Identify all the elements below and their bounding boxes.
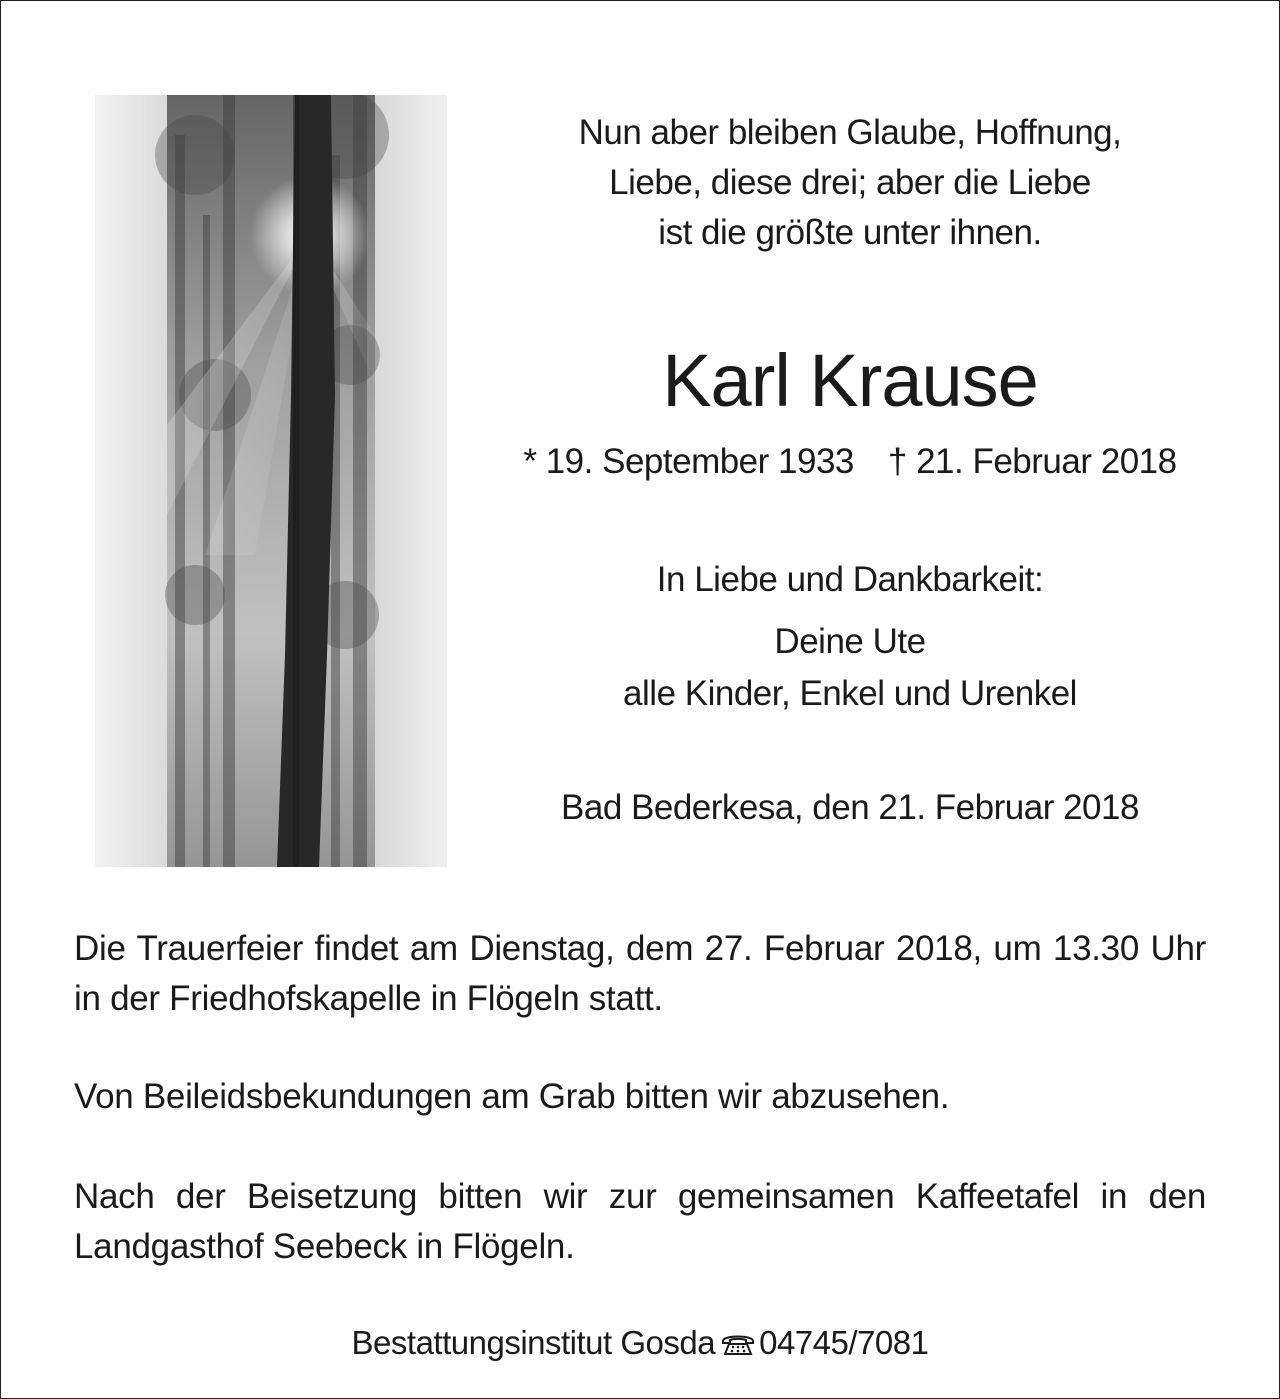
verse-line: ist die größte unter ihnen. xyxy=(658,213,1042,252)
telephone-icon xyxy=(721,1322,755,1368)
life-dates xyxy=(470,438,1230,486)
mourner-line: Deine Ute xyxy=(774,622,926,661)
deceased-name: Karl Krause xyxy=(662,339,1038,422)
condolences-paragraph: Von Beileidsbekundungen am Grab bitten wir abzusehen. xyxy=(74,1077,950,1116)
mourner-line: alle Kinder, Enkel und Urenkel xyxy=(623,674,1077,713)
bible-verse xyxy=(470,108,1230,258)
mourners-intro: In Liebe und Dankbarkeit: xyxy=(656,560,1044,599)
mourners-list xyxy=(470,616,1230,720)
death-date: † 21. Februar 2018 xyxy=(887,442,1177,481)
verse-line: Liebe, diese drei; aber die Liebe xyxy=(609,163,1091,202)
funeral-home-footer xyxy=(0,1320,1280,1368)
funeral-home-name: Bestattungsinstitut Gosda xyxy=(351,1324,716,1361)
verse-line: Nun aber bleiben Glaube, Hoffnung, xyxy=(578,113,1122,152)
phone-number: 04745/7081 xyxy=(759,1324,929,1361)
forest-photo xyxy=(95,95,447,867)
coffee-reception-paragraph: Nach der Beisetzung bitten wir zur gemeinsamen Kaffeetafel in den Landgasthof Seebeck in Flögeln. xyxy=(74,1177,1206,1266)
birth-date: * 19. September 1933 xyxy=(523,442,854,481)
funeral-service-paragraph: Die Trauerfeier findet am Dienstag, dem 27. Februar 2018, um 13.30 Uhr in der Friedhofskapelle in Flögeln statt. xyxy=(74,929,1206,1018)
place-and-date: Bad Bederkesa, den 21. Februar 2018 xyxy=(561,788,1139,827)
